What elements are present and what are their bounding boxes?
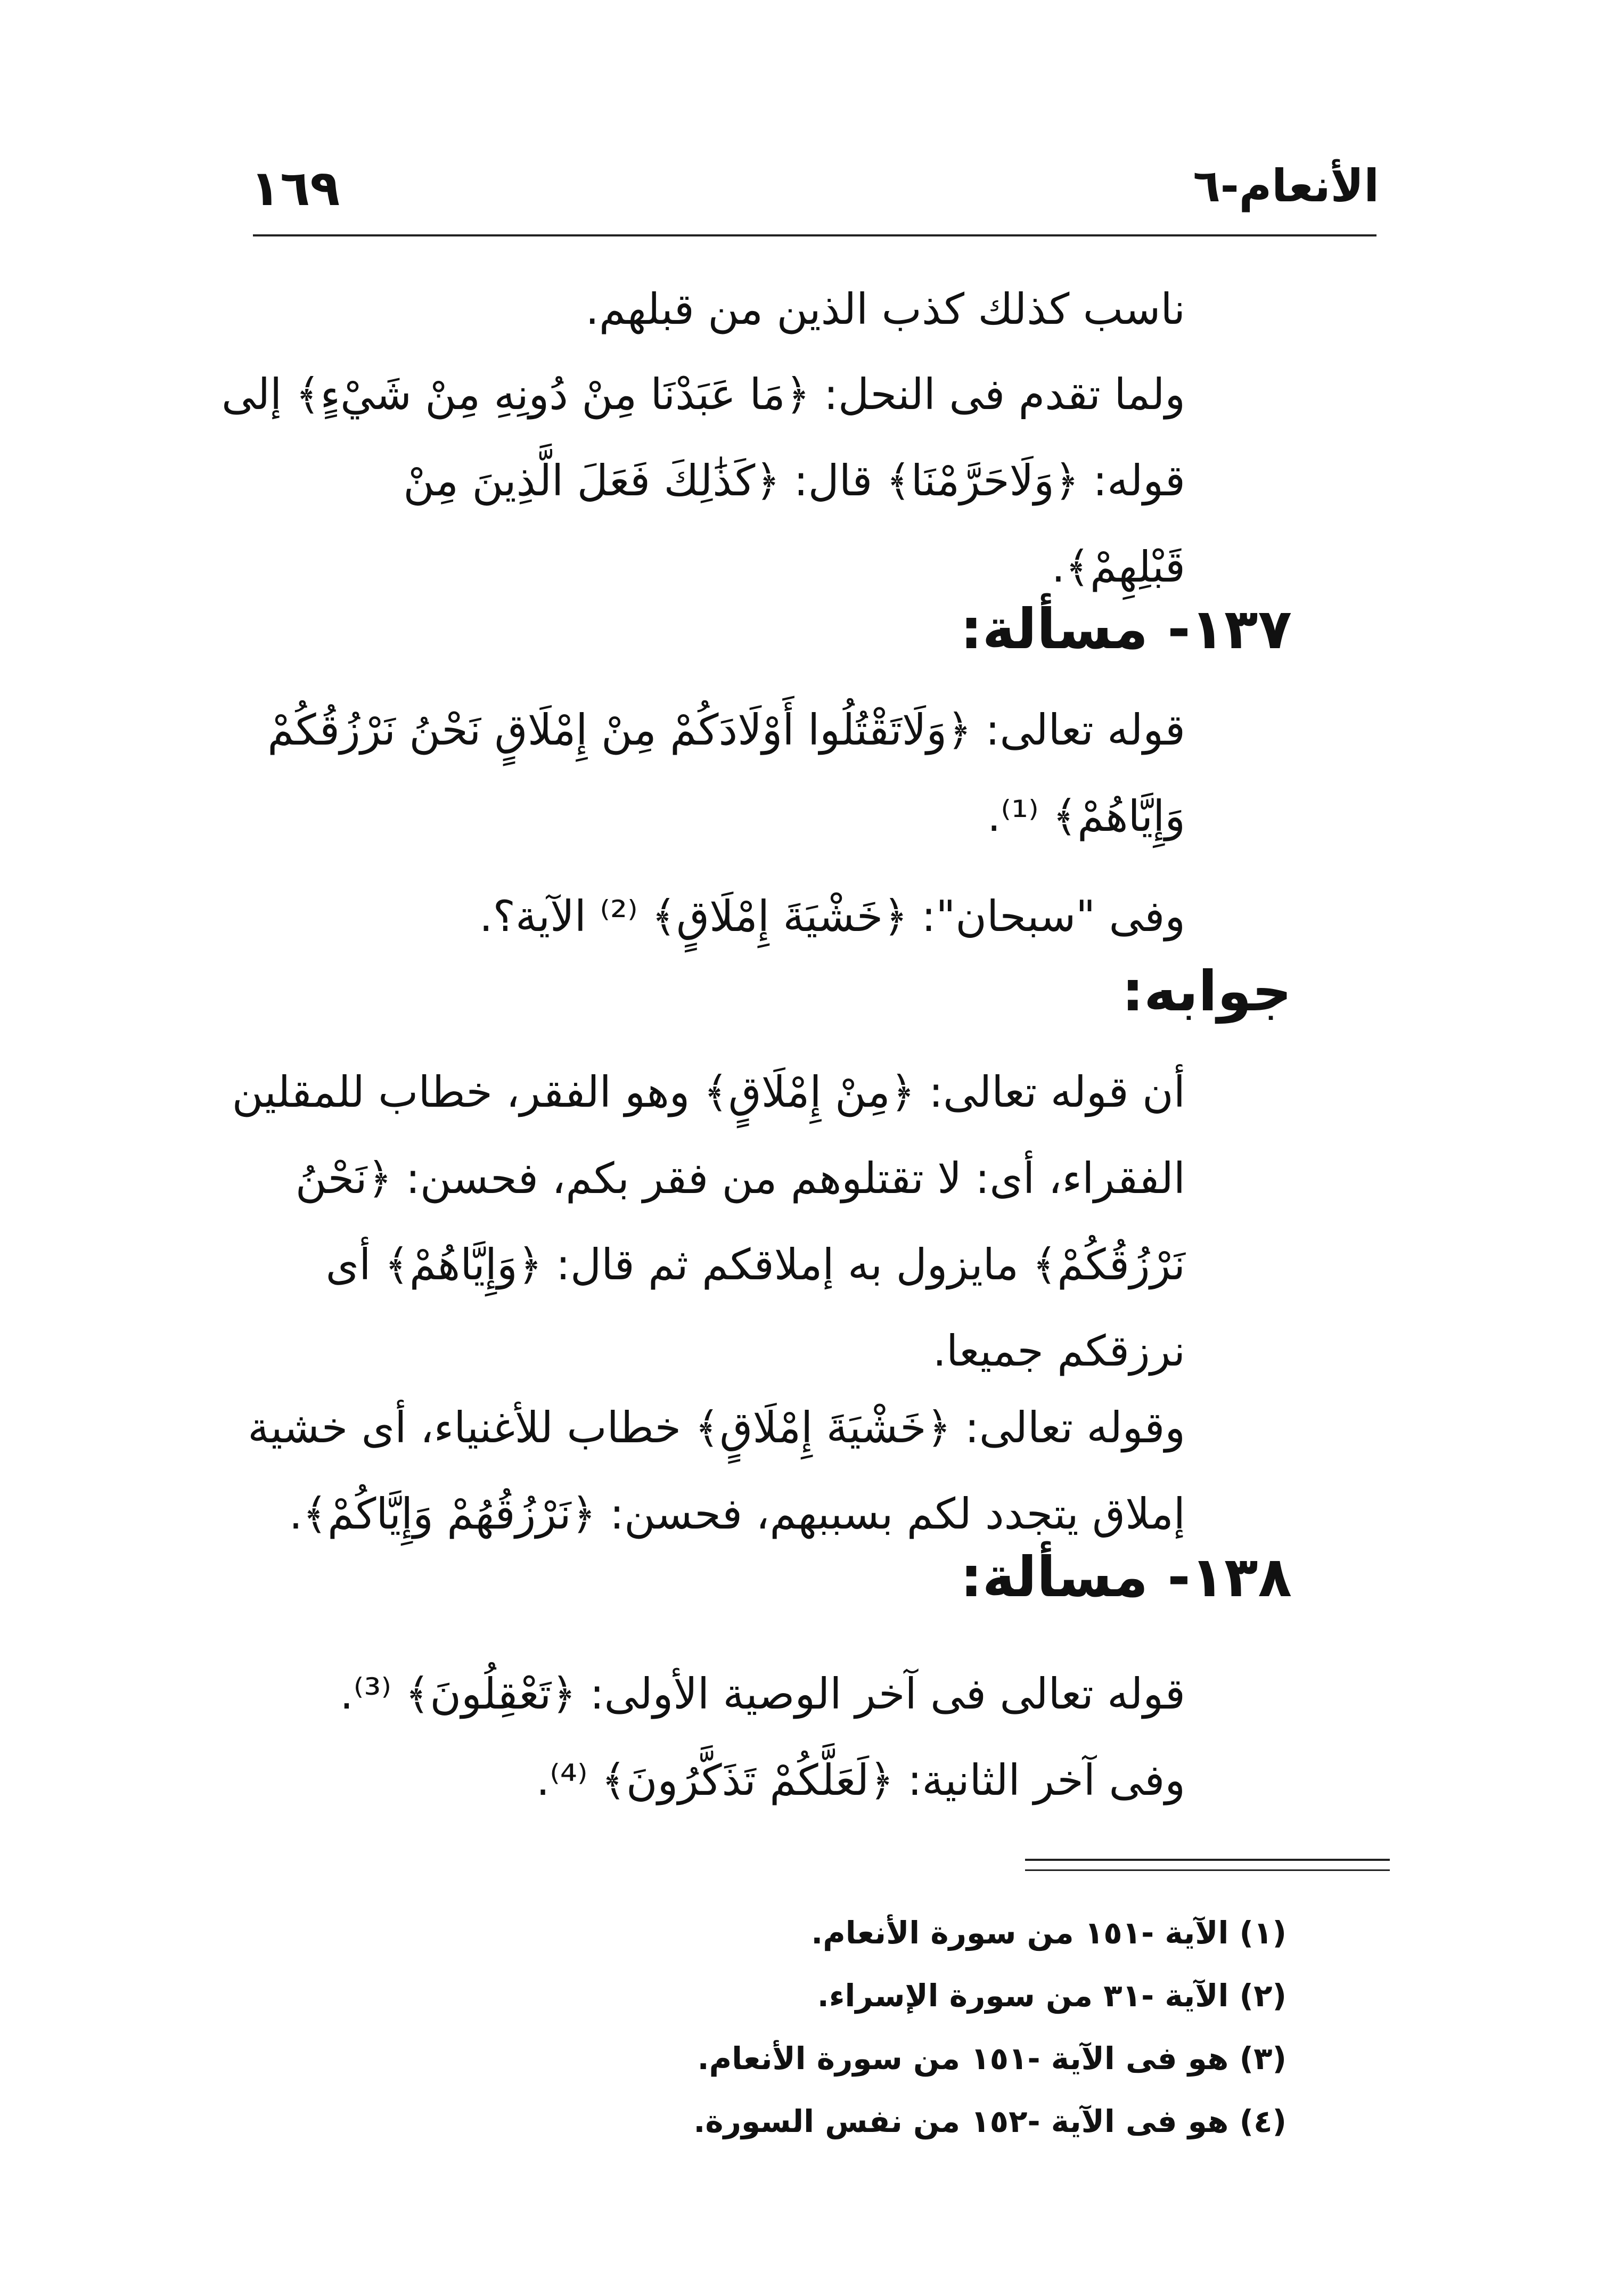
issue-138-heading: ١٣٨- مسألة: xyxy=(960,1545,1292,1609)
text-line: ناسب كذلك كذب الذين من قبلهم. xyxy=(585,284,1185,334)
text-line: وفى "سبحان": ﴿خَشْيَةَ إِمْلَاقٍ﴾ ⁽²⁾ الآية؟. xyxy=(479,892,1185,941)
text-line: قوله تعالى فى آخر الوصية الأولى: ﴿تَعْقِلُونَ﴾ ⁽³⁾. xyxy=(340,1669,1185,1719)
text-line: قَبْلِهِمْ﴾. xyxy=(1051,542,1185,592)
header-rule xyxy=(253,234,1376,236)
issue-137-question-2 xyxy=(242,873,1185,960)
intro-paragraph-2 xyxy=(221,352,1185,610)
text-line: الفقراء، أى: لا تقتلوهم من فقر بكم، فحسن: ﴿نَحْنُ xyxy=(295,1154,1185,1203)
answer-paragraph-2 xyxy=(242,1385,1185,1557)
page-number: ١٦٩ xyxy=(250,160,340,217)
text-line: قوله: ﴿وَلَاحَرَّمْنَا﴾ قال: ﴿كَذَٰلِكَ فَعَلَ الَّذِينَ مِنْ xyxy=(403,456,1185,505)
text-line: وقوله تعالى: ﴿خَشْيَةَ إِمْلَاقٍ﴾ خطاب للأغنياء، أى خشية xyxy=(248,1403,1185,1452)
running-title: الأنعام-٦ xyxy=(1193,160,1379,212)
intro-paragraph-1 xyxy=(242,266,1185,353)
text-line: قوله تعالى: ﴿وَلَاتَقْتُلُوا أَوْلَادَكُمْ مِنْ إِمْلَاقٍ نَحْنُ نَرْزُقُكُمْ xyxy=(267,705,1185,755)
footnote-2: (٢) الآية -٣١ من سورة الإسراء. xyxy=(817,1978,1287,2014)
footnote-1: (١) الآية -١٥١ من سورة الأنعام. xyxy=(811,1915,1287,1951)
text-line: نَرْزُقُكُمْ﴾ مايزول به إملاقكم ثم قال: ﴿وَإِيَّاهُمْ﴾ أى xyxy=(325,1240,1185,1289)
footnotes xyxy=(693,1901,1287,2153)
text-line: نرزقكم جميعا. xyxy=(932,1326,1185,1376)
footnote-rule xyxy=(1025,1859,1390,1861)
issue-137-heading: ١٣٧- مسألة: xyxy=(960,597,1292,661)
text-line: وفى آخر الثانية: ﴿لَعَلَّكُمْ تَذَكَّرُونَ﴾ ⁽⁴⁾. xyxy=(536,1755,1185,1805)
footnote-rule xyxy=(1025,1869,1390,1871)
text-line: إملاق يتجدد لكم بسببهم، فحسن: ﴿نَرْزُقُهُمْ وَإِيَّاكُمْ﴾. xyxy=(289,1489,1185,1539)
answer-heading: جوابه: xyxy=(1121,959,1292,1024)
text-line: أن قوله تعالى: ﴿مِنْ إِمْلَاقٍ﴾ وهو الفقر، خطاب للمقلين xyxy=(232,1067,1185,1117)
answer-paragraph-1 xyxy=(232,1049,1185,1394)
text-line: ولما تقدم فى النحل: ﴿مَا عَبَدْنَا مِنْ دُونِهِ مِنْ شَيْءٍ﴾ إلى xyxy=(221,370,1185,419)
footnote-3: (٣) هو فى الآية -١٥١ من سورة الأنعام. xyxy=(697,2040,1287,2077)
footnote-4: (٤) هو فى الآية -١٥٢ من نفس السورة. xyxy=(693,2103,1287,2139)
text-line: وَإِيَّاهُمْ﴾ ⁽¹⁾. xyxy=(987,791,1185,841)
page-header xyxy=(250,149,1379,229)
issue-138-text xyxy=(242,1651,1185,1824)
issue-137-question xyxy=(242,687,1185,860)
